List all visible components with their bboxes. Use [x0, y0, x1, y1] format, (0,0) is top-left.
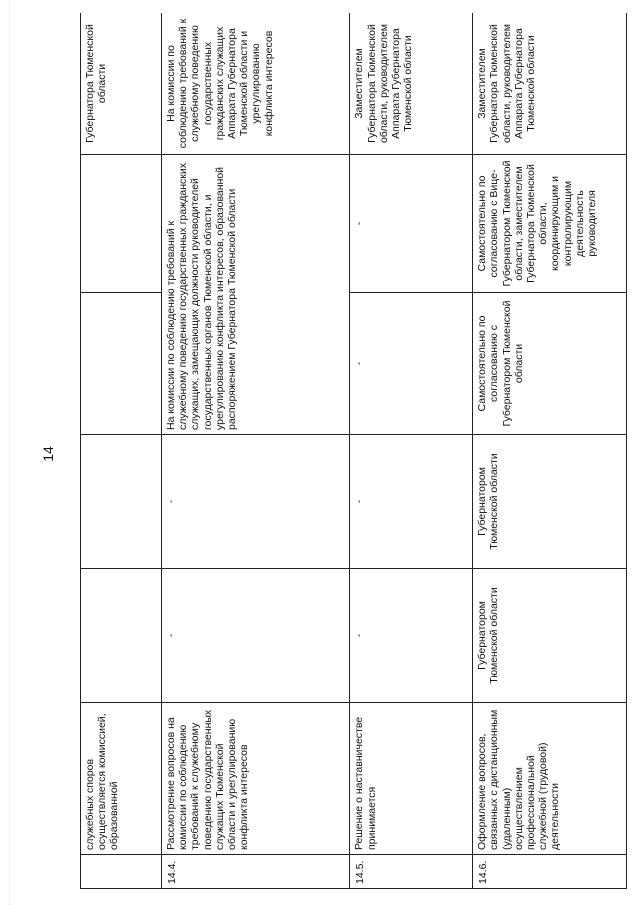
row-number: 14.5. [350, 855, 473, 889]
cell-col5: - [350, 293, 473, 435]
cell-col5-merged: На комиссии по соблюдению требований к служебному поведению государственных гражданских служащих, замещающих должности руководителей государственных органов Тюменской области, и урегулированию конфликта интересов, образованной распоряжением Губернатора Тюменской области [162, 155, 350, 435]
cell-col3: Губернатором Тюменской области [473, 569, 627, 703]
authority-table [80, 13, 627, 889]
table-row [350, 13, 473, 889]
cell-col3 [81, 569, 162, 703]
cell-col4: Губернатором Тюменской области [473, 435, 627, 569]
cell-col3: - [350, 569, 473, 703]
page-number: 14 [40, 446, 56, 462]
row-description: служебных споров осуществляется комиссией, образованной [81, 703, 162, 855]
cell-col6: Самостоятельно по согласованию с Вице-Губернатором Тюменской области, заместителем Губернатора Тюменской области, координирующим и контролирующим деятельность руководителя [473, 155, 627, 293]
cell-col3: - [162, 569, 350, 703]
cell-col7: На комиссии по соблюдению требований к служебному поведению государственных гражданских служащих Аппарата Губернатора Тюменской области и урегулированию конфликта интересов [162, 13, 350, 155]
row-number: 14.6. [473, 855, 627, 889]
row-description: Рассмотрение вопросов на комиссии по соблюдению требований к служебному поведению государственных служащих Тюменской области и урегулированию конфликта интересов [162, 703, 350, 855]
scan-edge [9, 0, 11, 905]
cell-col7: Губернатора Тюменской области [81, 13, 162, 155]
cell-col6: - [350, 155, 473, 293]
row-number [81, 855, 162, 889]
cell-col4 [81, 435, 162, 569]
cell-col5 [81, 293, 162, 435]
table-container [80, 13, 627, 889]
row-description: Оформление вопросов, связанных с дистанционным (удаленным) осуществлением профессиональной служебной (трудовой) деятельности [473, 703, 627, 855]
cell-col4: - [162, 435, 350, 569]
table-row [162, 13, 350, 889]
row-description: Решение о наставничестве принимается [350, 703, 473, 855]
table-row [473, 13, 627, 889]
cell-col4: - [350, 435, 473, 569]
table-row [81, 13, 162, 889]
cell-col7: Заместителем Губернатора Тюменской области, руководителем Аппарата Губернатора Тюменской области [473, 13, 627, 155]
cell-col6 [81, 155, 162, 293]
cell-col7: Заместителем Губернатора Тюменской области, руководителем Аппарата Губернатора Тюменской области [350, 13, 473, 155]
rotated-table [80, 13, 627, 889]
row-number: 14.4. [162, 855, 350, 889]
cell-col5: Самостоятельно по согласованию с Губернатором Тюменской области [473, 293, 627, 435]
